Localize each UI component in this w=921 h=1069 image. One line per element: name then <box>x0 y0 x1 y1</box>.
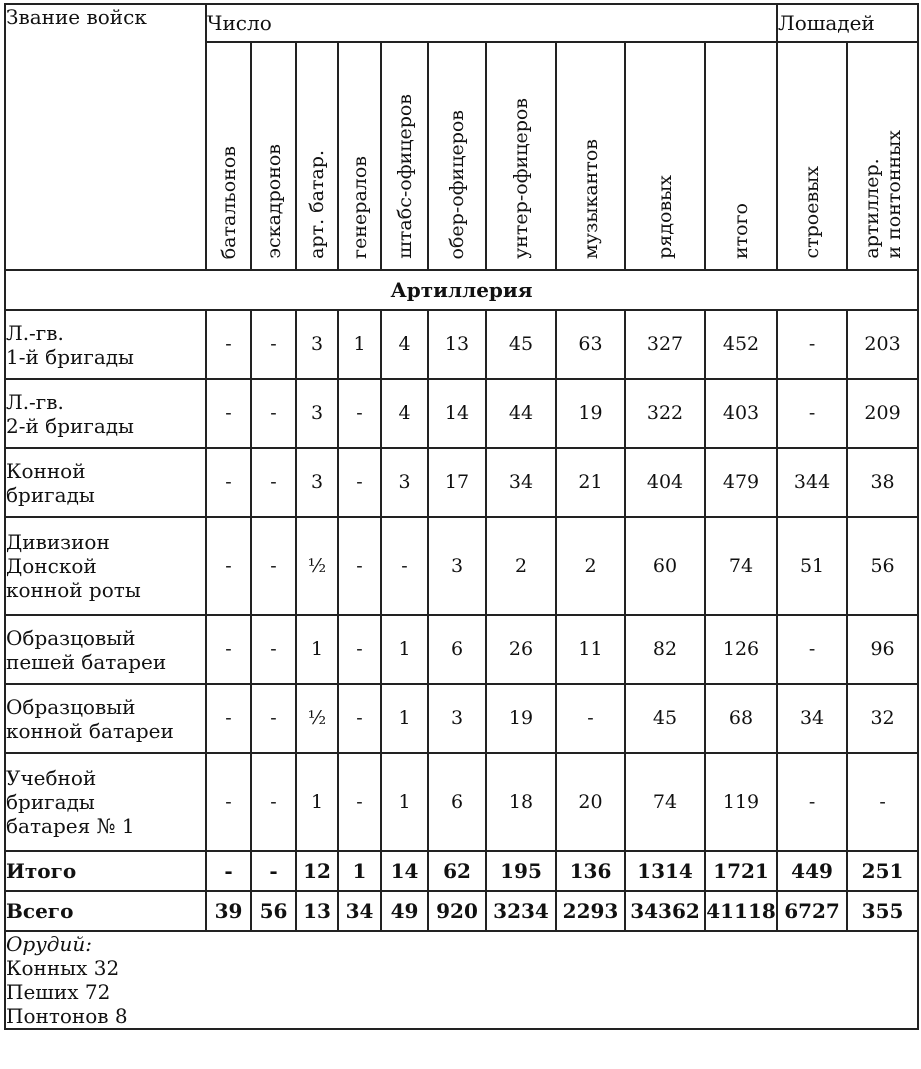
col-header-privates: рядовых <box>625 42 705 270</box>
cell: 32 <box>847 684 918 753</box>
cell: 13 <box>428 310 486 379</box>
cell: 136 <box>556 851 625 891</box>
cell: - <box>251 448 296 517</box>
row-name: Конной бригады <box>5 448 206 517</box>
cell: - <box>338 517 381 615</box>
cell: 126 <box>705 615 777 684</box>
cell: 1 <box>338 851 381 891</box>
cell: 1 <box>296 615 338 684</box>
cell: ½ <box>296 517 338 615</box>
notes-line: Конных 32 <box>6 956 120 980</box>
cell: - <box>338 379 381 448</box>
cell: 19 <box>556 379 625 448</box>
col-header-total: итого <box>705 42 777 270</box>
cell: - <box>251 753 296 851</box>
section-title: Артиллерия <box>5 270 918 310</box>
cell: 327 <box>625 310 705 379</box>
cell: - <box>251 310 296 379</box>
cell: 322 <box>625 379 705 448</box>
cell: - <box>251 379 296 448</box>
row-name: Образцовый конной батареи <box>5 684 206 753</box>
cell: - <box>777 753 847 851</box>
cell: 60 <box>625 517 705 615</box>
horses-header: Лошадей <box>777 4 918 42</box>
col-header-line-horses: строевых <box>777 42 847 270</box>
cell: 4 <box>381 379 428 448</box>
cell: 344 <box>777 448 847 517</box>
cell: 96 <box>847 615 918 684</box>
cell: 203 <box>847 310 918 379</box>
header-row-1 <box>5 4 918 42</box>
cell: 1721 <box>705 851 777 891</box>
row-name: Образцовый пешей батареи <box>5 615 206 684</box>
table-row <box>5 379 918 448</box>
cell: - <box>556 684 625 753</box>
col-header-staff-officers: штабс-офицеров <box>381 42 428 270</box>
cell: 2 <box>486 517 556 615</box>
cell: 20 <box>556 753 625 851</box>
cell: 3 <box>296 448 338 517</box>
cell: - <box>338 753 381 851</box>
cell: 34 <box>338 891 381 931</box>
cell: 119 <box>705 753 777 851</box>
cell: - <box>206 851 251 891</box>
cell: 14 <box>428 379 486 448</box>
cell: 452 <box>705 310 777 379</box>
notes-row <box>5 931 918 1029</box>
notes-title: Орудий: <box>6 932 92 956</box>
cell: 34362 <box>625 891 705 931</box>
total-row-vsego <box>5 891 918 931</box>
cell: - <box>338 448 381 517</box>
cell: - <box>381 517 428 615</box>
cell: 56 <box>847 517 918 615</box>
cell: - <box>251 851 296 891</box>
cell: 38 <box>847 448 918 517</box>
rank-header: Звание войск <box>5 4 206 270</box>
cell: 62 <box>428 851 486 891</box>
cell: - <box>338 684 381 753</box>
cell: 2293 <box>556 891 625 931</box>
cell: 68 <box>705 684 777 753</box>
cell: 74 <box>625 753 705 851</box>
cell: - <box>206 310 251 379</box>
col-header-chief-officers: обер-офицеров <box>428 42 486 270</box>
cell: 2 <box>556 517 625 615</box>
cell: - <box>251 615 296 684</box>
cell: 74 <box>705 517 777 615</box>
cell: - <box>847 753 918 851</box>
cell: 14 <box>381 851 428 891</box>
artillery-table <box>4 3 919 1030</box>
cell: 6 <box>428 615 486 684</box>
cell: 18 <box>486 753 556 851</box>
cell: 39 <box>206 891 251 931</box>
cell: - <box>251 517 296 615</box>
cell: 479 <box>705 448 777 517</box>
cell: - <box>251 684 296 753</box>
cell: - <box>777 379 847 448</box>
cell: 63 <box>556 310 625 379</box>
cell: 3 <box>428 517 486 615</box>
cell: 17 <box>428 448 486 517</box>
col-header-squadrons: эскадронов <box>251 42 296 270</box>
col-header-nco: унтер-офицеров <box>486 42 556 270</box>
notes-line: Пеших 72 <box>6 980 111 1004</box>
cell: - <box>777 310 847 379</box>
cell: 251 <box>847 851 918 891</box>
cell: 34 <box>486 448 556 517</box>
cell: 1314 <box>625 851 705 891</box>
cell: 34 <box>777 684 847 753</box>
row-name: Учебной бригады батарея № 1 <box>5 753 206 851</box>
cell: 1 <box>381 615 428 684</box>
col-header-batteries: арт. батар. <box>296 42 338 270</box>
cell: 1 <box>296 753 338 851</box>
cell: ½ <box>296 684 338 753</box>
table-row <box>5 615 918 684</box>
table-row <box>5 310 918 379</box>
section-row <box>5 270 918 310</box>
cell: 11 <box>556 615 625 684</box>
cell: - <box>206 379 251 448</box>
cell: 44 <box>486 379 556 448</box>
cell: - <box>338 615 381 684</box>
row-name: Итого <box>5 851 206 891</box>
cell: 41118 <box>705 891 777 931</box>
cell: 1 <box>381 753 428 851</box>
row-name: Всего <box>5 891 206 931</box>
cell: - <box>206 753 251 851</box>
cell: 12 <box>296 851 338 891</box>
table-row <box>5 448 918 517</box>
cell: 4 <box>381 310 428 379</box>
cell: 6727 <box>777 891 847 931</box>
cell: 449 <box>777 851 847 891</box>
cell: 3 <box>296 310 338 379</box>
cell: 26 <box>486 615 556 684</box>
table-row <box>5 517 918 615</box>
cell: - <box>206 448 251 517</box>
cell: 6 <box>428 753 486 851</box>
cell: 3 <box>296 379 338 448</box>
cell: 920 <box>428 891 486 931</box>
cell: 45 <box>625 684 705 753</box>
notes-line: Понтонов 8 <box>6 1004 128 1028</box>
cell: 3234 <box>486 891 556 931</box>
col-header-battalions: батальонов <box>206 42 251 270</box>
total-row-itogo <box>5 851 918 891</box>
cell: 56 <box>251 891 296 931</box>
cell: 195 <box>486 851 556 891</box>
cell: - <box>777 615 847 684</box>
row-name: Дивизион Донской конной роты <box>5 517 206 615</box>
cell: - <box>206 517 251 615</box>
col-header-artillery-horses: артиллер. и понтонных <box>847 42 918 270</box>
guns-notes <box>5 931 918 1029</box>
cell: 51 <box>777 517 847 615</box>
cell: 49 <box>381 891 428 931</box>
cell: 403 <box>705 379 777 448</box>
cell: 3 <box>428 684 486 753</box>
table-row <box>5 684 918 753</box>
count-header: Число <box>206 4 777 42</box>
cell: 19 <box>486 684 556 753</box>
cell: 404 <box>625 448 705 517</box>
cell: 21 <box>556 448 625 517</box>
cell: 3 <box>381 448 428 517</box>
cell: 45 <box>486 310 556 379</box>
row-name: Л.-гв. 1-й бригады <box>5 310 206 379</box>
cell: 209 <box>847 379 918 448</box>
cell: 1 <box>338 310 381 379</box>
col-header-generals: генералов <box>338 42 381 270</box>
cell: - <box>206 684 251 753</box>
row-name: Л.-гв. 2-й бригады <box>5 379 206 448</box>
table-row <box>5 753 918 851</box>
cell: 355 <box>847 891 918 931</box>
cell: 1 <box>381 684 428 753</box>
col-header-musicians: музыкантов <box>556 42 625 270</box>
cell: - <box>206 615 251 684</box>
cell: 13 <box>296 891 338 931</box>
cell: 82 <box>625 615 705 684</box>
